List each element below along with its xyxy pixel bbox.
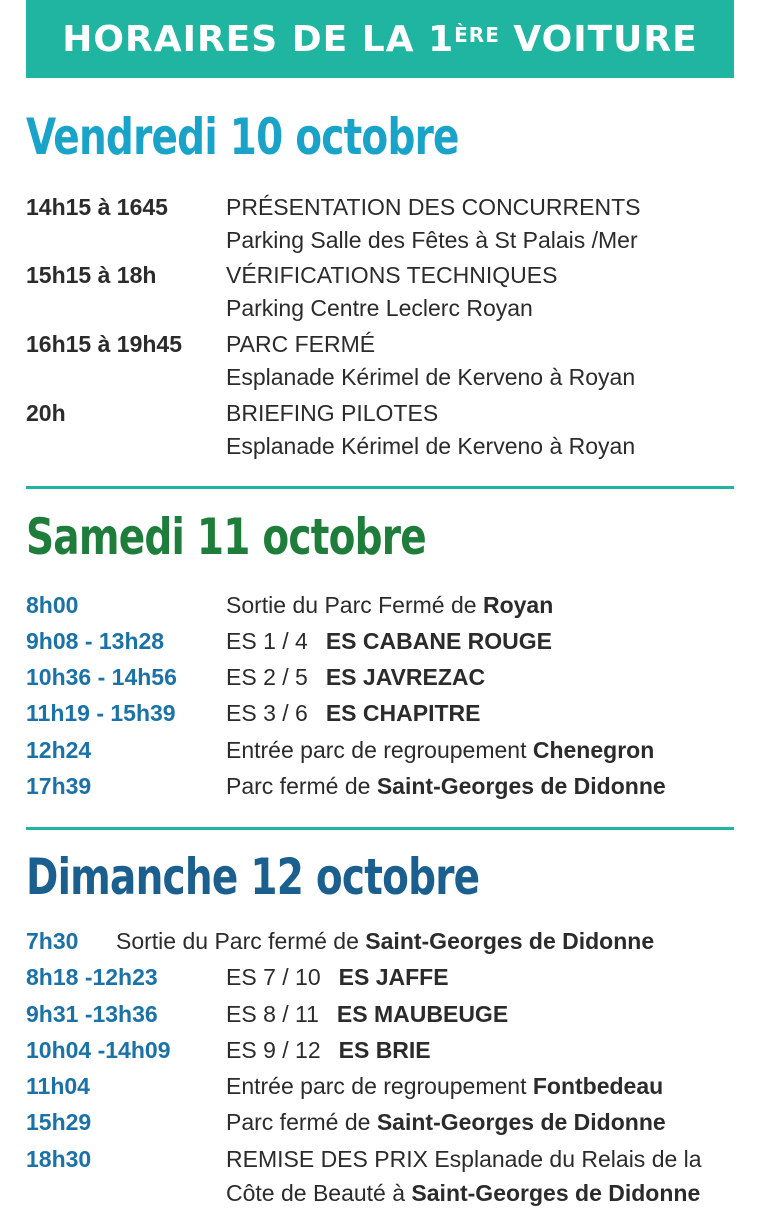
sunday-time-1: 7h30 [26, 928, 79, 954]
banner-text-start: HORAIRES DE LA 1 [62, 18, 455, 60]
saturday-stage-1 [226, 626, 552, 656]
stage-name: ES CABANE ROUGE [325, 628, 553, 654]
saturday-stage-3 [226, 698, 480, 728]
sunday-time-7: 18h30 [26, 1146, 92, 1172]
saturday-time-3: 10h36 - 14h56 [26, 664, 177, 690]
sunday-event-1-text: Sortie du Parc fermé de [116, 928, 366, 954]
friday-event-3-title: PARC FERMÉ [226, 331, 376, 357]
banner-text-end: VOITURE [499, 18, 698, 60]
saturday-event-1 [226, 590, 553, 620]
sunday-time-4: 10h04 -14h09 [26, 1037, 171, 1063]
stage-name: ES JAFFE [338, 964, 449, 990]
saturday-event-1-text: Sortie du Parc Fermé de [226, 592, 483, 618]
stage-code: ES 2 / 5 [226, 664, 308, 690]
friday-time-2: 15h15 à 18h [26, 262, 157, 288]
sunday-heading: Dimanche 12 octobre [26, 848, 480, 906]
saturday-time-2: 9h08 - 13h28 [26, 628, 165, 654]
sunday-event-6-text: Parc fermé de [226, 1109, 377, 1135]
sunday-event-7-line2 [226, 1178, 700, 1208]
sunday-event-1-place: Saint-Georges de Didonne [365, 928, 655, 954]
sunday-event-7-line1: REMISE DES PRIX Esplanade du Relais de la [226, 1146, 702, 1172]
page-banner [26, 0, 734, 78]
saturday-time-5: 12h24 [26, 737, 92, 763]
friday-event-2-location: Parking Centre Leclerc Royan [226, 295, 533, 321]
friday-event-1-location: Parking Salle des Fêtes à St Palais /Mer [226, 227, 638, 253]
sunday-time-3: 9h31 -13h36 [26, 1001, 158, 1027]
sunday-event-5-text: Entrée parc de regroupement [226, 1073, 533, 1099]
friday-event-2-title: VÉRIFICATIONS TECHNIQUES [226, 262, 558, 288]
section-divider [26, 486, 734, 489]
stage-code: ES 9 / 12 [226, 1037, 321, 1063]
sunday-time-5: 11h04 [26, 1073, 90, 1099]
sunday-event-5-place: Fontbedeau [532, 1073, 664, 1099]
sunday-stage-3 [226, 1035, 431, 1065]
stage-code: ES 1 / 4 [226, 628, 308, 654]
friday-time-4: 20h [26, 400, 66, 426]
friday-event-4-location: Esplanade Kérimel de Kerveno à Royan [226, 433, 636, 459]
sunday-event-7-place: Saint-Georges de Didonne [411, 1180, 701, 1206]
friday-time-3: 16h15 à 19h45 [26, 331, 183, 357]
sunday-event-1 [116, 926, 654, 956]
stage-name: ES MAUBEUGE [336, 1001, 509, 1027]
stage-code: ES 7 / 10 [226, 964, 321, 990]
section-divider [26, 827, 734, 830]
friday-event-1-title: PRÉSENTATION DES CONCURRENTS [226, 194, 641, 220]
sunday-stage-2 [226, 999, 508, 1029]
stage-code: ES 8 / 11 [226, 1001, 319, 1027]
saturday-event-5-text: Entrée parc de regroupement [226, 737, 533, 763]
saturday-event-1-place: Royan [482, 592, 554, 618]
saturday-time-4: 11h19 - 15h39 [26, 700, 176, 726]
saturday-event-5-place: Chenegron [532, 737, 655, 763]
saturday-event-5 [226, 735, 654, 765]
stage-code: ES 3 / 6 [226, 700, 308, 726]
friday-heading: Vendredi 10 octobre [26, 108, 459, 166]
friday-event-4-title: BRIEFING PILOTES [226, 400, 439, 426]
stage-name: ES BRIE [338, 1037, 431, 1063]
sunday-event-5 [226, 1071, 663, 1101]
saturday-event-6 [226, 771, 666, 801]
sunday-time-2: 8h18 -12h23 [26, 964, 158, 990]
saturday-time-1: 8h00 [26, 592, 79, 618]
banner-superscript: ÈRE [454, 23, 500, 47]
saturday-time-6: 17h39 [26, 773, 92, 799]
sunday-event-6 [226, 1107, 666, 1137]
saturday-event-6-text: Parc fermé de [226, 773, 377, 799]
friday-time-1: 14h15 à 1645 [26, 194, 168, 220]
stage-name: ES CHAPITRE [325, 700, 481, 726]
saturday-stage-2 [226, 662, 485, 692]
saturday-heading: Samedi 11 octobre [26, 508, 426, 566]
stage-name: ES JAVREZAC [325, 664, 486, 690]
sunday-time-6: 15h29 [26, 1109, 92, 1135]
sunday-event-7-text: Côte de Beauté à [226, 1180, 412, 1206]
saturday-event-6-place: Saint-Georges de Didonne [376, 773, 666, 799]
sunday-stage-1 [226, 962, 449, 992]
friday-event-3-location: Esplanade Kérimel de Kerveno à Royan [226, 364, 636, 390]
sunday-event-6-place: Saint-Georges de Didonne [376, 1109, 666, 1135]
